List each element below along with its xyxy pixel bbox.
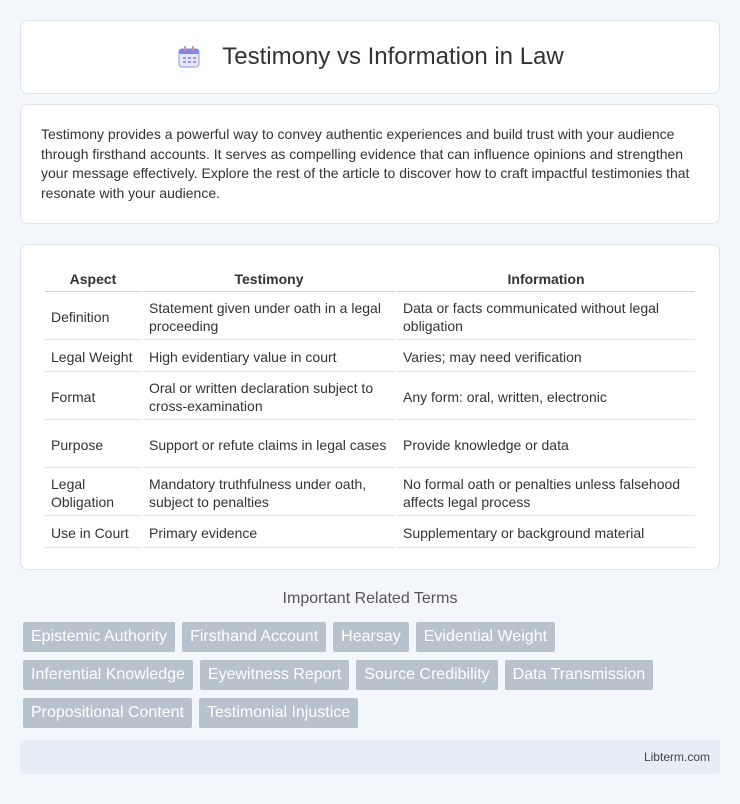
footer [20,740,720,774]
header-information: Information [397,265,695,292]
cell-information: Any form: oral, written, electronic [397,374,695,420]
cell-information: Supplementary or background material [397,518,695,548]
cell-information: Varies; may need verification [397,342,695,372]
term-tag[interactable]: Testimonial Injustice [199,698,358,728]
term-tag[interactable]: Epistemic Authority [23,622,175,652]
cell-aspect: Definition [45,294,141,340]
cell-information: Provide knowledge or data [397,422,695,468]
cell-testimony: Support or refute claims in legal cases [143,422,395,468]
table-row [45,518,695,548]
cell-testimony: Oral or written declaration subject to cross-examination [143,374,395,420]
cell-aspect: Purpose [45,422,141,468]
cell-aspect: Legal Obligation [45,470,141,516]
cell-aspect: Use in Court [45,518,141,548]
term-tag[interactable]: Firsthand Account [182,622,326,652]
cell-information: Data or facts communicated without legal obligation [397,294,695,340]
cell-testimony: High evidentiary value in court [143,342,395,372]
cell-testimony: Mandatory truthfulness under oath, subject to penalties [143,470,395,516]
footer-site-link[interactable]: Libterm.com [643,750,710,764]
term-tag[interactable]: Evidential Weight [416,622,555,652]
intro-text: Testimony provides a powerful way to convey authentic experiences and build trust with your audience through firsthand accounts. It serves as compelling evidence that can influence opinions and strengthen your message effectively. Explore the rest of the article to discover how to craft impactful testimonies that resonate with your audience. [41,126,690,201]
term-tag[interactable]: Inferential Knowledge [23,660,193,690]
intro-card [20,104,720,224]
table-row [45,294,695,340]
table-row [45,342,695,372]
cell-information: No formal oath or penalties unless falsehood affects legal process [397,470,695,516]
header-testimony: Testimony [143,265,395,292]
title-card [20,20,720,94]
table-row [45,374,695,420]
cell-testimony: Primary evidence [143,518,395,548]
header-aspect: Aspect [45,265,141,292]
term-tag[interactable]: Propositional Content [23,698,192,728]
comparison-table [43,263,697,550]
cell-aspect: Format [45,374,141,420]
calendar-icon [176,44,202,70]
term-tag[interactable]: Eyewitness Report [200,660,349,690]
term-tag[interactable]: Data Transmission [505,660,654,690]
related-terms-list [23,622,723,728]
term-tag[interactable]: Hearsay [333,622,409,652]
page-title: Testimony vs Information in Law [222,43,564,70]
term-tag[interactable]: Source Credibility [356,660,497,690]
cell-testimony: Statement given under oath in a legal proceeding [143,294,395,340]
comparison-table-card [20,244,720,570]
table-row [45,422,695,468]
cell-aspect: Legal Weight [45,342,141,372]
related-terms-title: Important Related Terms [282,590,458,607]
table-row [45,470,695,516]
